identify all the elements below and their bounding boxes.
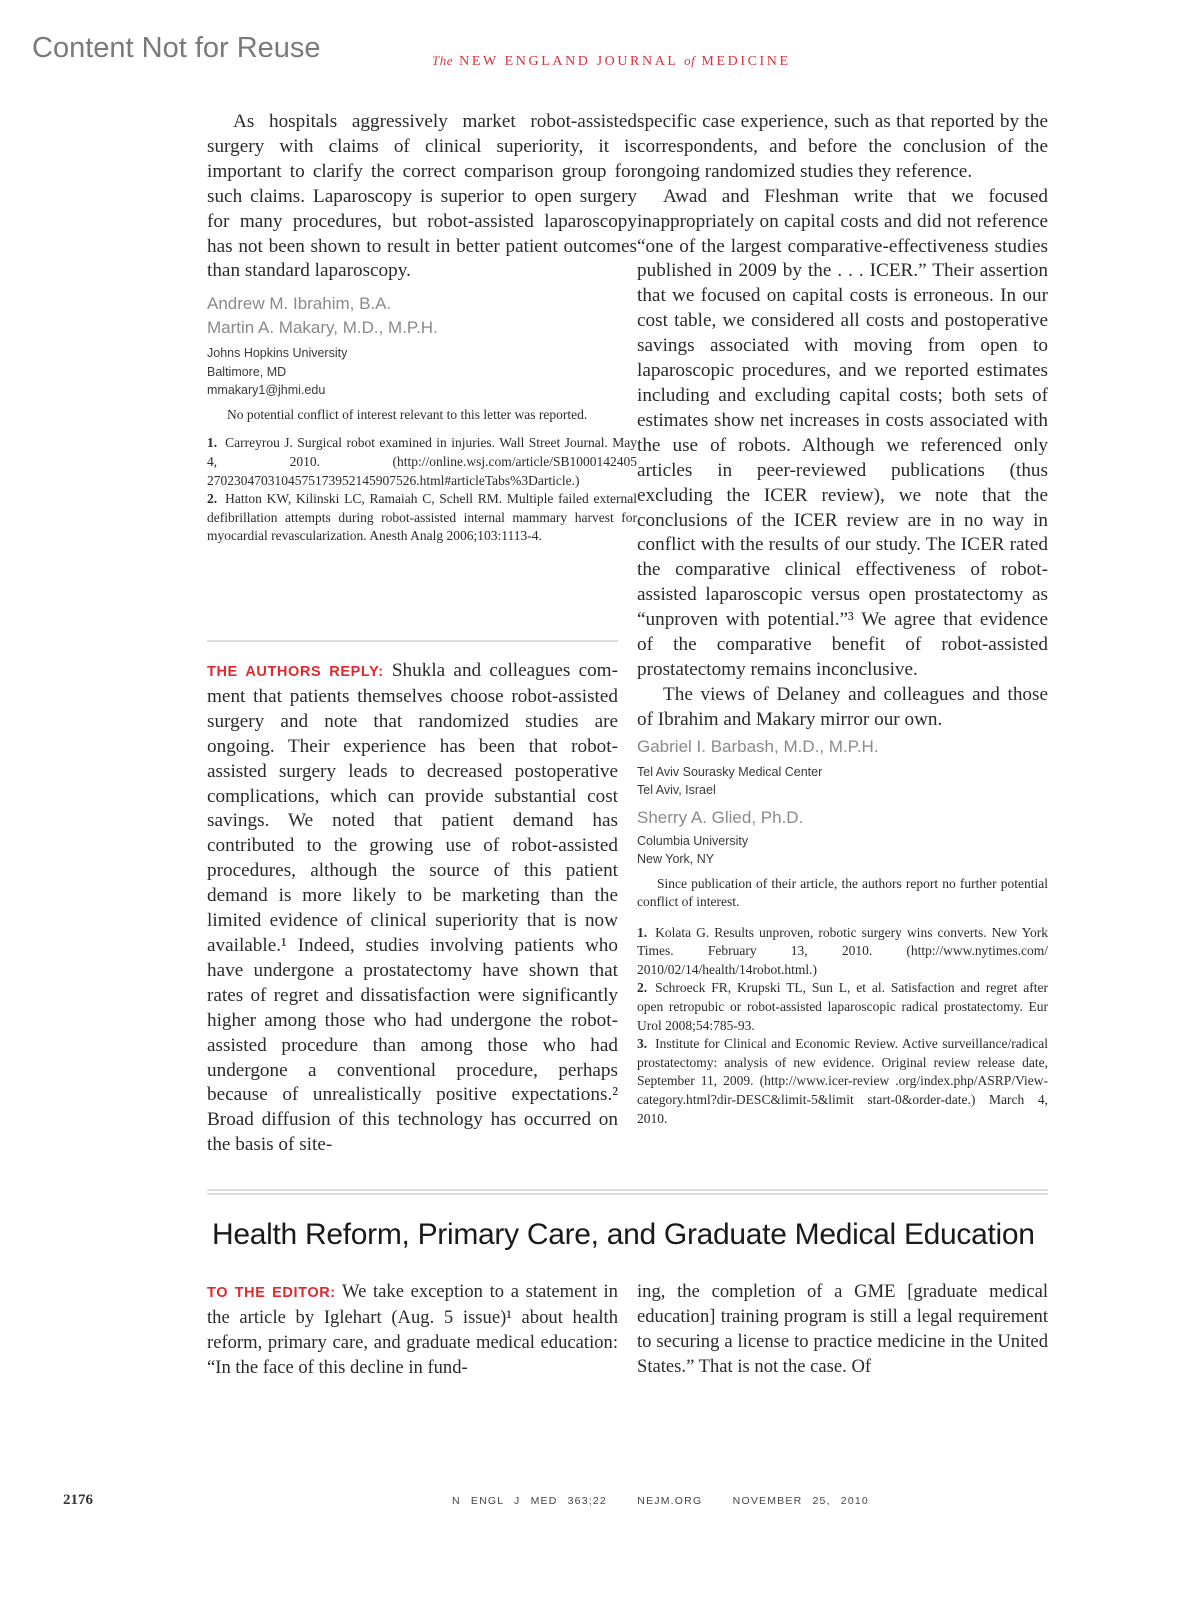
- conflict-disclosure: No potential conflict of interest relevant to this letter was reported.: [227, 406, 588, 422]
- journal-header: [432, 53, 791, 70]
- affiliation-institution: Johns Hopkins University: [207, 346, 348, 361]
- journal-header-prefix: The: [432, 53, 453, 68]
- next-article-left: [207, 1280, 618, 1381]
- letter-author-1: Andrew M. Ibrahim, B.A.: [207, 294, 392, 314]
- article-divider: [207, 1189, 1048, 1195]
- reference-item: [207, 434, 637, 490]
- to-the-editor-label: TO THE EDITOR:: [207, 1285, 336, 1301]
- reference-text: Institute for Clinical and Economic Review. Active surveillance/radical prostatectomy: analysis of new evidence. Original review release date, September 11, 2009. (http://www.icer-review .org/index.php/ASRP/View-category.html?dir-DESC&limit-5&limit start-0&order-date.) March 4, 2010.: [637, 1036, 1048, 1126]
- authors-reply-label: THE AUTHORS REPLY:: [207, 664, 384, 680]
- reference-item: [637, 979, 1048, 1035]
- reply-author-2: Sherry A. Glied, Ph.D.: [637, 807, 804, 827]
- reference-number: 1.: [637, 924, 648, 940]
- reference-text: Hatton KW, Kilinski LC, Ramaiah C, Schell RM. Multiple failed external defibrillation attempts during robot-assisted internal mammary harvest for myocardial revascularization. Anesth Analg 2006;103:1113-4.: [207, 491, 637, 544]
- reply-author-1-institution: Tel Aviv Sourasky Medical Center: [637, 764, 823, 779]
- page-number: 2176: [63, 1492, 93, 1508]
- affiliation-location: Baltimore, MD: [207, 364, 287, 379]
- authors-reply-paragraph-2: Awad and Fleshman write that we focused inappropriately on capital costs and did not reference “one of the largest comparative-effectiveness studies published in 2009 by the . . . ICER.” Their assertion that we focused on capital costs is erroneous. In our cost table, we considered all costs and postoperative savings associated with moving from open to laparoscopic procedures, and we reported estimates including and excluding capital costs; both sets of estimates show net increases in costs associated with the use of robots. Although we referenced only articles in peer-reviewed publications (thus excluding the ICER review), we note that the conclusions of the ICER review are in no way in conflict with the results of our study. The ICER rated the comparative clinical effectiveness of robot-assisted laparoscopic versus open prostatectomy as “unproven with potential.”³ We agree that evidence of the comparative benefit of robot-assisted prostatectomy remains inconclusive.: [637, 185, 1048, 680]
- article-title: Health Reform, Primary Care, and Graduate Medical Education: [212, 1218, 1035, 1251]
- authors-reply-paragraph-3: The views of Delaney and colleagues and those of Ibrahim and Makary mirror our own.: [637, 683, 1048, 730]
- reference-item: [637, 924, 1048, 980]
- reference-number: 1.: [207, 435, 218, 451]
- journal-header-main1: NEW ENGLAND JOURNAL: [459, 54, 679, 69]
- next-article-right: [637, 1280, 1048, 1380]
- reply-author-1-location: Tel Aviv, Israel: [637, 783, 716, 798]
- reference-item: [637, 1035, 1048, 1128]
- reply-conflict-disclosure: Since publication of their article, the authors report no further potential conflict of interest.: [637, 875, 1048, 910]
- authors-reply-right: [637, 110, 1048, 1128]
- letter-ending: [207, 110, 637, 546]
- reference-number: 2.: [637, 980, 648, 996]
- affiliation-email: mmakary1@jhmi.edu: [207, 383, 326, 398]
- journal-header-main2: MEDICINE: [701, 54, 791, 69]
- authors-reply-paragraph-1: THE AUTHORS REPLY: Shukla and colleagues comment that patients themselves choose robot-assisted surgery and note that randomized studies are ongoing. Their experience has been that robot-assisted surgery leads to decreased postoperative complications, which can provide substantial cost savings. We noted that patient demand has contributed to the growing use of robot-assisted procedures, although the source of this patient demand is more likely to be marketing than the limited evidence of clinical superiority that is now available.¹ Indeed, studies involving patients who have undergone a prostatectomy have shown that rates of regret and dissatisfaction were significantly higher among those who had undergone the robot-assisted procedure than among those who had undergone a conventional procedure, perhaps because of unrealistically positive expectations.² Broad diffusion of this technology has occurred on the basis of site-: [207, 660, 618, 1156]
- reference-number: 3.: [637, 1036, 648, 1052]
- letter-author-2: Martin A. Makary, M.D., M.P.H.: [207, 318, 438, 338]
- next-article-paragraph: TO THE EDITOR: We take exception to a statement in the article by Iglehart (Aug. 5 issue)¹ about health reform, primary care, and graduate medical education: “In the face of this decline in fund-: [207, 1281, 618, 1378]
- authors-reply-left: [207, 659, 618, 1158]
- watermark: Content Not for Reuse: [32, 32, 321, 64]
- journal-header-of: of: [684, 53, 696, 68]
- letter-paragraph: As hospitals aggressively market robot-assisted surgery with claims of clinical superiority, it is important to clarify the correct comparison group for such claims. Laparoscopy is superior to open surgery for many procedures, but robot-assisted laparoscopy has not been shown to result in better patient outcomes than standard laparoscopy.: [207, 111, 637, 282]
- reference-text: Carreyrou J. Surgical robot examined in injuries. Wall Street Journal. May 4, 2010. (http://online.wsj.com/article/SB1000142405 2702304703104575173952145907526.html#articleTabs%3Darticle.): [207, 435, 637, 488]
- authors-reply-paragraph-1-cont: specific case experience, such as that reported by the correspondents, and before the conclusion of the ongoing randomized studies they reference.: [637, 111, 1048, 182]
- section-divider: [207, 640, 618, 642]
- reference-text: Kolata G. Results unproven, robotic surgery wins converts. New York Times. February 13, 2010. (http://www.nytimes.com/ 2010/02/14/health/14robot.html.): [637, 924, 1048, 977]
- next-article-paragraph-cont: ing, the completion of a GME [graduate medical education] training program is still a legal requirement to securing a license to practice medicine in the United States.” That is not the case. Of: [637, 1281, 1048, 1377]
- footer-citation: N ENGL J MED 363;22 NEJM.ORG NOVEMBER 25, 2010: [452, 1495, 869, 1507]
- reference-item: [207, 490, 637, 546]
- reference-text: Schroeck FR, Krupski TL, Sun L, et al. Satisfaction and regret after open retropubic or robot-assisted laparoscopic radical prostatectomy. Eur Urol 2008;54:785-93.: [637, 980, 1048, 1033]
- reply-author-1: Gabriel I. Barbash, M.D., M.P.H.: [637, 736, 879, 756]
- reply-author-2-location: New York, NY: [637, 852, 715, 867]
- reply-author-2-institution: Columbia University: [637, 833, 749, 848]
- reference-number: 2.: [207, 491, 218, 507]
